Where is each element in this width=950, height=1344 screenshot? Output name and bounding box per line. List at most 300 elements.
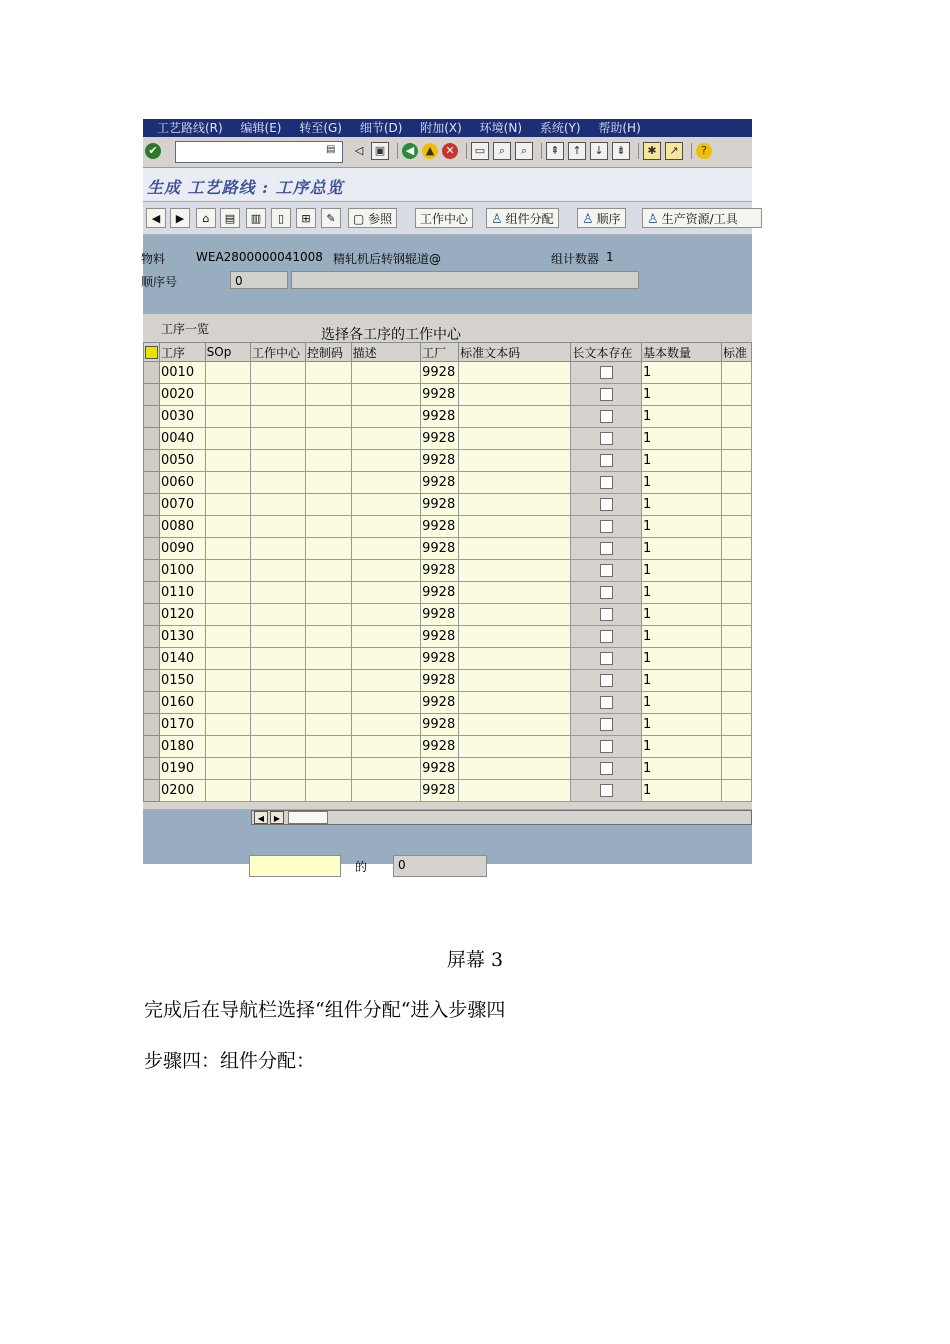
scrollbar-thumb[interactable] [288,811,328,824]
column-header-base-quantity[interactable]: 基本数量 [642,343,722,362]
control-key-cell[interactable] [305,406,351,428]
work-center-cell[interactable] [251,626,306,648]
select-all-icon[interactable] [145,346,158,359]
sop-cell[interactable] [205,758,250,780]
standard-cell[interactable] [722,670,752,692]
base-quantity-cell[interactable]: 1 [642,494,722,516]
table-row[interactable] [144,494,752,516]
standard-cell[interactable] [722,560,752,582]
horizontal-scrollbar[interactable] [251,810,752,825]
long-text-checkbox[interactable] [600,498,613,511]
row-selector[interactable] [144,428,160,450]
standard-cell[interactable] [722,428,752,450]
operation-cell[interactable]: 0050 [160,450,206,472]
description-cell[interactable] [351,538,421,560]
sequence-number-field[interactable]: 0 [230,271,288,289]
plant-cell[interactable]: 9928 [421,450,459,472]
description-cell[interactable] [351,406,421,428]
edit-icon[interactable]: ✎ [321,208,341,228]
table-row[interactable] [144,428,752,450]
menu-extras[interactable]: 附加(X) [420,121,462,135]
plant-cell[interactable]: 9928 [421,780,459,802]
menu-system[interactable]: 系统(Y) [539,121,581,135]
row-selector[interactable] [144,648,160,670]
base-quantity-cell[interactable]: 1 [642,516,722,538]
row-selector[interactable] [144,758,160,780]
long-text-checkbox[interactable] [600,674,613,687]
std-text-key-cell[interactable] [459,648,571,670]
exit-icon[interactable]: ▲ [422,143,438,159]
description-cell[interactable] [351,670,421,692]
menu-help[interactable]: 帮助(H) [598,121,641,135]
table-row[interactable] [144,362,752,384]
standard-cell[interactable] [722,692,752,714]
control-key-cell[interactable] [305,604,351,626]
control-key-cell[interactable] [305,780,351,802]
work-center-cell[interactable] [251,604,306,626]
table-row[interactable] [144,384,752,406]
work-center-cell[interactable] [251,560,306,582]
standard-cell[interactable] [722,626,752,648]
row-selector[interactable] [144,670,160,692]
operation-cell[interactable]: 0120 [160,604,206,626]
sop-cell[interactable] [205,736,250,758]
row-selector[interactable] [144,472,160,494]
sop-cell[interactable] [205,604,250,626]
std-text-key-cell[interactable] [459,626,571,648]
operation-cell[interactable]: 0040 [160,428,206,450]
operation-cell[interactable]: 0010 [160,362,206,384]
plant-cell[interactable]: 9928 [421,516,459,538]
description-cell[interactable] [351,428,421,450]
description-cell[interactable] [351,714,421,736]
table-row[interactable] [144,582,752,604]
standard-cell[interactable] [722,582,752,604]
base-quantity-cell[interactable]: 1 [642,692,722,714]
sop-cell[interactable] [205,670,250,692]
plant-cell[interactable]: 9928 [421,692,459,714]
operation-cell[interactable]: 0090 [160,538,206,560]
sop-cell[interactable] [205,538,250,560]
column-header-control-key[interactable]: 控制码 [305,343,351,362]
control-key-cell[interactable] [305,692,351,714]
base-quantity-cell[interactable]: 1 [642,450,722,472]
find-icon[interactable]: ⌕ [493,142,511,160]
reference-button[interactable] [348,208,397,228]
row-selector[interactable] [144,362,160,384]
work-center-cell[interactable] [251,582,306,604]
control-key-cell[interactable] [305,736,351,758]
std-text-key-cell[interactable] [459,362,571,384]
base-quantity-cell[interactable]: 1 [642,582,722,604]
resource-tool-button[interactable] [642,208,762,228]
menu-details[interactable]: 细节(D) [359,121,403,135]
long-text-checkbox[interactable] [600,454,613,467]
work-center-cell[interactable] [251,450,306,472]
base-quantity-cell[interactable]: 1 [642,560,722,582]
sop-cell[interactable] [205,362,250,384]
sop-cell[interactable] [205,494,250,516]
operation-cell[interactable]: 0200 [160,780,206,802]
work-center-cell[interactable] [251,538,306,560]
table-row[interactable] [144,472,752,494]
overlay-note: 选择各工序的工作中心 [321,327,461,343]
standard-cell[interactable] [722,604,752,626]
control-key-cell[interactable] [305,494,351,516]
back-icon[interactable]: ◀ [402,143,418,159]
base-quantity-cell[interactable]: 1 [642,428,722,450]
std-text-key-cell[interactable] [459,714,571,736]
row-selector[interactable] [144,582,160,604]
long-text-checkbox[interactable] [600,564,613,577]
control-key-cell[interactable] [305,714,351,736]
column-header-sop[interactable]: SOp [205,343,250,362]
base-quantity-cell[interactable]: 1 [642,714,722,736]
table-row[interactable] [144,604,752,626]
description-cell[interactable] [351,560,421,582]
plant-cell[interactable]: 9928 [421,560,459,582]
plant-cell[interactable]: 9928 [421,736,459,758]
control-key-cell[interactable] [305,428,351,450]
base-quantity-cell[interactable]: 1 [642,670,722,692]
work-center-cell[interactable] [251,472,306,494]
std-text-key-cell[interactable] [459,384,571,406]
long-text-checkbox[interactable] [600,476,613,489]
row-selector[interactable] [144,626,160,648]
sop-cell[interactable] [205,384,250,406]
operation-cell[interactable]: 0070 [160,494,206,516]
column-header-operation[interactable]: 工序 [160,343,206,362]
control-key-cell[interactable] [305,472,351,494]
control-key-cell[interactable] [305,560,351,582]
standard-cell[interactable] [722,736,752,758]
table-row[interactable] [144,758,752,780]
plant-cell[interactable]: 9928 [421,362,459,384]
work-center-cell[interactable] [251,670,306,692]
work-center-cell[interactable] [251,780,306,802]
control-key-cell[interactable] [305,648,351,670]
scroll-right-icon[interactable]: ▶ [270,811,284,824]
std-text-key-cell[interactable] [459,472,571,494]
description-cell[interactable] [351,648,421,670]
plant-cell[interactable]: 9928 [421,582,459,604]
control-key-cell[interactable] [305,450,351,472]
first-page-icon[interactable]: ⇞ [546,142,564,160]
help-icon[interactable]: ? [696,143,712,159]
work-center-cell[interactable] [251,714,306,736]
table-row[interactable] [144,670,752,692]
standard-cell[interactable] [722,648,752,670]
menu-edit[interactable]: 编辑(E) [240,121,282,135]
operation-cell[interactable]: 0180 [160,736,206,758]
std-text-key-cell[interactable] [459,450,571,472]
description-cell[interactable] [351,362,421,384]
plant-cell[interactable]: 9928 [421,626,459,648]
plant-cell[interactable]: 9928 [421,604,459,626]
base-quantity-cell[interactable]: 1 [642,362,722,384]
sop-cell[interactable] [205,582,250,604]
base-quantity-cell[interactable]: 1 [642,758,722,780]
operation-detail-icon[interactable]: ▤ [220,208,240,228]
description-cell[interactable] [351,758,421,780]
work-center-cell[interactable] [251,406,306,428]
description-cell[interactable] [351,494,421,516]
std-text-key-cell[interactable] [459,428,571,450]
standard-cell[interactable] [722,406,752,428]
plant-cell[interactable]: 9928 [421,472,459,494]
description-cell[interactable] [351,780,421,802]
operation-cell[interactable]: 0060 [160,472,206,494]
base-quantity-cell[interactable]: 1 [642,736,722,758]
row-selector[interactable] [144,450,160,472]
plant-cell[interactable]: 9928 [421,538,459,560]
entry-field[interactable] [249,855,341,877]
scroll-left-icon[interactable]: ◀ [254,811,268,824]
work-center-cell[interactable] [251,648,306,670]
row-selector[interactable] [144,692,160,714]
row-selector[interactable] [144,560,160,582]
table-row[interactable] [144,516,752,538]
plant-cell[interactable]: 9928 [421,384,459,406]
table-row[interactable] [144,406,752,428]
operation-cell[interactable]: 0110 [160,582,206,604]
work-center-cell[interactable] [251,516,306,538]
base-quantity-cell[interactable]: 1 [642,406,722,428]
table-row[interactable] [144,736,752,758]
table-row[interactable] [144,714,752,736]
long-text-checkbox[interactable] [600,586,613,599]
std-text-key-cell[interactable] [459,692,571,714]
operation-cell[interactable]: 0150 [160,670,206,692]
control-key-cell[interactable] [305,538,351,560]
std-text-key-cell[interactable] [459,780,571,802]
sop-cell[interactable] [205,428,250,450]
delete-icon[interactable]: ▯ [271,208,291,228]
control-key-cell[interactable] [305,582,351,604]
std-text-key-cell[interactable] [459,494,571,516]
column-header-std-text-key[interactable]: 标准文本码 [459,343,571,362]
std-text-key-cell[interactable] [459,582,571,604]
sop-cell[interactable] [205,648,250,670]
copy-icon[interactable]: ▥ [246,208,266,228]
operation-cell[interactable]: 0030 [160,406,206,428]
hierarchy-icon[interactable]: ⊞ [296,208,316,228]
sop-cell[interactable] [205,516,250,538]
command-field[interactable] [175,141,343,163]
standard-cell[interactable] [722,494,752,516]
std-text-key-cell[interactable] [459,736,571,758]
operation-cell[interactable]: 0100 [160,560,206,582]
table-row[interactable] [144,626,752,648]
plant-cell[interactable]: 9928 [421,758,459,780]
sop-cell[interactable] [205,714,250,736]
standard-cell[interactable] [722,516,752,538]
base-quantity-cell[interactable]: 1 [642,604,722,626]
sop-cell[interactable] [205,472,250,494]
operation-cell[interactable]: 0170 [160,714,206,736]
collapse-icon[interactable]: ◁ [354,144,364,157]
long-text-checkbox[interactable] [600,762,613,775]
standard-cell[interactable] [722,780,752,802]
previous-page-icon[interactable]: ↑ [568,142,586,160]
row-selector[interactable] [144,780,160,802]
base-quantity-cell[interactable]: 1 [642,384,722,406]
base-quantity-cell[interactable]: 1 [642,648,722,670]
control-key-cell[interactable] [305,516,351,538]
control-key-cell[interactable] [305,758,351,780]
base-quantity-cell[interactable]: 1 [642,472,722,494]
sop-cell[interactable] [205,450,250,472]
last-page-icon[interactable]: ⇟ [612,142,630,160]
plant-cell[interactable]: 9928 [421,406,459,428]
sop-cell[interactable] [205,780,250,802]
long-text-checkbox[interactable] [600,718,613,731]
work-center-cell[interactable] [251,692,306,714]
control-key-cell[interactable] [305,362,351,384]
standard-cell[interactable] [722,472,752,494]
header-icon[interactable]: ⌂ [196,208,216,228]
menu-environment[interactable]: 环境(N) [479,121,523,135]
previous-icon[interactable]: ◀ [146,208,166,228]
standard-cell[interactable] [722,450,752,472]
total-entries-value: 0 [398,858,406,872]
work-center-cell[interactable] [251,362,306,384]
long-text-checkbox[interactable] [600,652,613,665]
standard-cell[interactable] [722,384,752,406]
standard-cell[interactable] [722,362,752,384]
description-cell[interactable] [351,736,421,758]
long-text-checkbox[interactable] [600,520,613,533]
plant-cell[interactable]: 9928 [421,670,459,692]
sop-cell[interactable] [205,560,250,582]
control-key-cell[interactable] [305,384,351,406]
work-center-cell[interactable] [251,494,306,516]
long-text-checkbox[interactable] [600,630,613,643]
std-text-key-cell[interactable] [459,758,571,780]
standard-cell[interactable] [722,538,752,560]
long-text-checkbox[interactable] [600,542,613,555]
next-icon[interactable]: ▶ [170,208,190,228]
control-key-cell[interactable] [305,670,351,692]
work-center-cell[interactable] [251,384,306,406]
description-cell[interactable] [351,516,421,538]
column-header-plant[interactable]: 工厂 [421,343,459,362]
new-session-icon[interactable]: ✱ [643,142,661,160]
long-text-checkbox[interactable] [600,608,613,621]
long-text-checkbox[interactable] [600,410,613,423]
description-cell[interactable] [351,626,421,648]
operation-cell[interactable]: 0080 [160,516,206,538]
table-row[interactable] [144,648,752,670]
select-all-column[interactable] [144,343,160,362]
row-selector[interactable] [144,384,160,406]
long-text-checkbox[interactable] [600,696,613,709]
description-cell[interactable] [351,384,421,406]
long-text-checkbox[interactable] [600,432,613,445]
std-text-key-cell[interactable] [459,670,571,692]
plant-cell[interactable]: 9928 [421,428,459,450]
work-center-button[interactable] [415,208,473,228]
work-center-cell[interactable] [251,428,306,450]
work-center-cell[interactable] [251,736,306,758]
column-header-standard[interactable]: 标准 [722,343,752,362]
base-quantity-cell[interactable]: 1 [642,538,722,560]
menu-goto[interactable]: 转至(G) [299,121,342,135]
operation-cell[interactable]: 0020 [160,384,206,406]
table-row[interactable] [144,450,752,472]
operation-cell[interactable]: 0160 [160,692,206,714]
row-selector[interactable] [144,714,160,736]
column-header-work-center[interactable]: 工作中心 [251,343,306,362]
description-cell[interactable] [351,582,421,604]
sop-cell[interactable] [205,406,250,428]
save-icon[interactable]: ▣ [371,142,389,160]
shortcut-icon[interactable]: ↗ [665,142,683,160]
row-selector[interactable] [144,604,160,626]
row-selector[interactable] [144,406,160,428]
long-text-checkbox[interactable] [600,784,613,797]
std-text-key-cell[interactable] [459,406,571,428]
description-cell[interactable] [351,692,421,714]
person-icon: ♙ [491,212,503,227]
column-header-long-text-exists[interactable]: 长文本存在 [571,343,642,362]
table-row[interactable] [144,780,752,802]
plant-cell[interactable]: 9928 [421,648,459,670]
operation-cell[interactable]: 0140 [160,648,206,670]
plant-cell[interactable]: 9928 [421,494,459,516]
sop-cell[interactable] [205,692,250,714]
std-text-key-cell[interactable] [459,560,571,582]
control-key-cell[interactable] [305,626,351,648]
operation-cell[interactable]: 0190 [160,758,206,780]
row-selector[interactable] [144,736,160,758]
standard-cell[interactable] [722,714,752,736]
row-selector[interactable] [144,538,160,560]
description-cell[interactable] [351,450,421,472]
row-selector[interactable] [144,494,160,516]
long-text-checkbox[interactable] [600,740,613,753]
long-text-checkbox[interactable] [600,388,613,401]
cancel-icon[interactable]: ✕ [442,143,458,159]
base-quantity-cell[interactable]: 1 [642,626,722,648]
standard-cell[interactable] [722,758,752,780]
long-text-checkbox[interactable] [600,366,613,379]
enter-icon[interactable]: ✔ [145,143,161,159]
sop-cell[interactable] [205,626,250,648]
operation-cell[interactable]: 0130 [160,626,206,648]
plant-cell[interactable]: 9928 [421,714,459,736]
base-quantity-cell[interactable]: 1 [642,780,722,802]
table-row[interactable] [144,560,752,582]
row-selector[interactable] [144,516,160,538]
std-text-key-cell[interactable] [459,604,571,626]
description-cell[interactable] [351,604,421,626]
find-next-icon[interactable]: ⌕ [515,142,533,160]
table-row[interactable] [144,692,752,714]
table-row[interactable] [144,538,752,560]
description-cell[interactable] [351,472,421,494]
print-icon[interactable]: ▭ [471,142,489,160]
std-text-key-cell[interactable] [459,516,571,538]
next-page-icon[interactable]: ↓ [590,142,608,160]
sequence-button[interactable] [577,208,626,228]
component-allocation-button[interactable] [486,208,559,228]
column-header-description[interactable]: 描述 [351,343,421,362]
command-history-icon[interactable]: ▤ [326,144,336,155]
menu-routing[interactable]: 工艺路线(R) [157,121,223,135]
work-center-cell[interactable] [251,758,306,780]
std-text-key-cell[interactable] [459,538,571,560]
